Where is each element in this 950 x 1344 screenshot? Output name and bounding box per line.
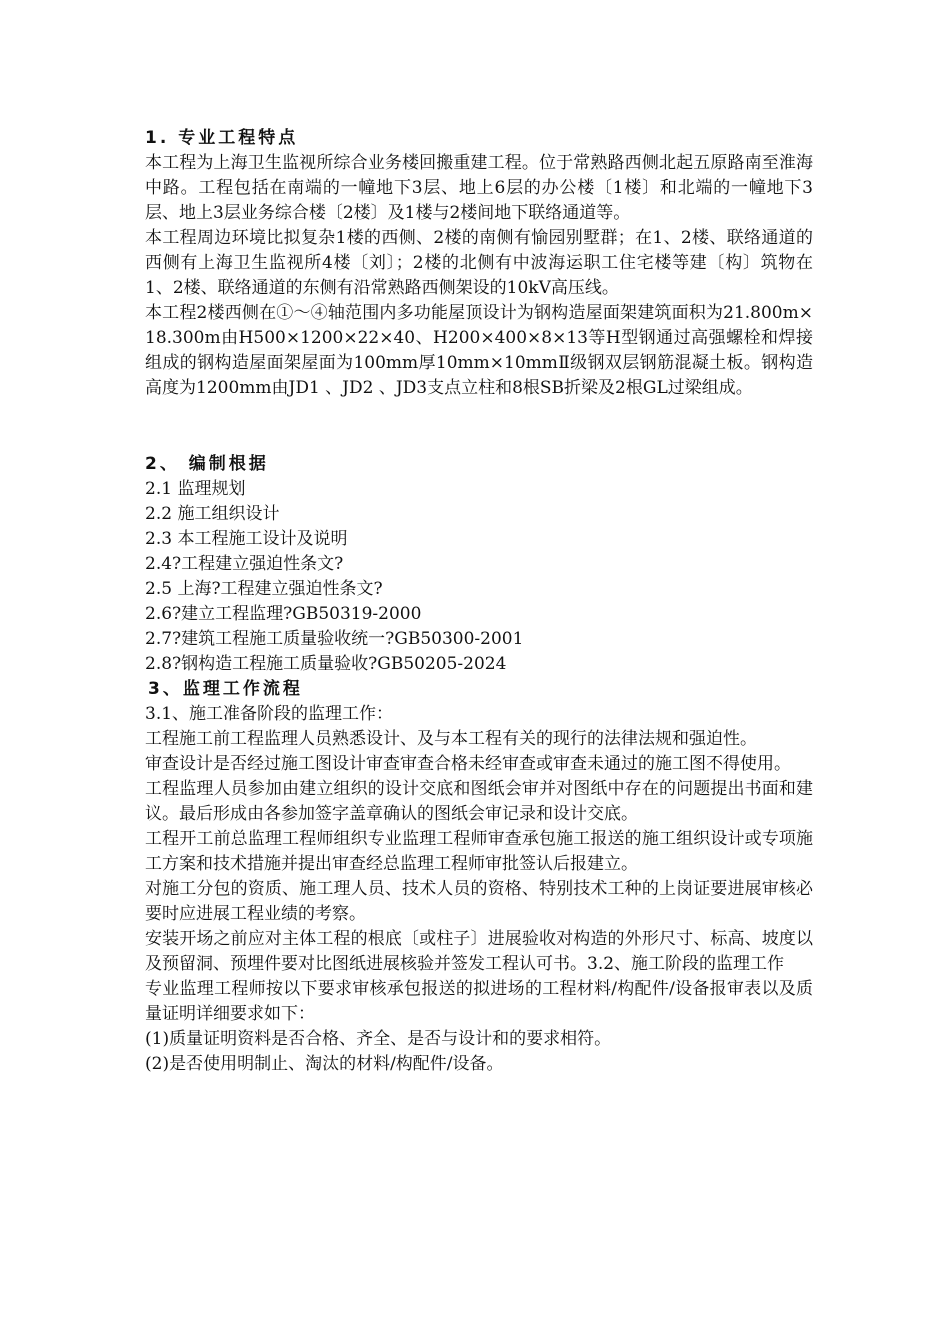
section-3-paragraph-2: 工程施工前工程监理人员熟悉设计、及与本工程有关的现行的法律法规和强迫性。 — [145, 729, 757, 749]
reference-item-2-7: 2.7?建筑工程施工质量验收统一?GB50300-2001 — [145, 629, 524, 649]
reference-item-2-8: 2.8?钢构造工程施工质量验收?GB50205-2024 — [145, 654, 507, 674]
section-3-paragraph-3: 审查设计是否经过施工图设计审查审查合格未经审查或审查未通过的施工图不得使用。 — [145, 754, 791, 774]
section-1-heading: 1. 专业工程特点 — [145, 128, 299, 148]
document-body — [145, 126, 813, 1077]
section-2-heading: 2、 编制根据 — [145, 454, 269, 474]
reference-item-2-1: 2.1 监理规划 — [145, 479, 246, 499]
section-3-paragraph-7: 安装开场之前应对主体工程的根底〔或柱子〕进展验收对构造的外形尺寸、标高、坡度以及预留洞、预埋件要对比图纸进展核验并签发工程认可书。3.2、施工阶段的监理工作 — [145, 929, 813, 974]
section-1-paragraph-1: 本工程为上海卫生监视所综合业务楼回搬重建工程。位于常熟路西侧北起五原路南至淮海中路。工程包括在南端的一幢地下3层、地上6层的办公楼〔1楼〕和北端的一幢地下3层、地上3层业务综合楼〔2楼〕及1楼与2楼间地下联络通道等。 — [145, 153, 813, 223]
section-3-paragraph-10: (2)是否使用明制止、淘汰的材料/构配件/设备。 — [145, 1054, 504, 1074]
section-3-paragraph-8: 专业监理工程师按以下要求审核承包报送的拟进场的工程材料/构配件/设备报审表以及质量证明详细要求如下： — [145, 979, 813, 1024]
section-3-paragraph-9: (1)质量证明资料是否合格、齐全、是否与设计和的要求相符。 — [145, 1029, 612, 1049]
section-1-paragraph-3: 本工程2楼西侧在①～④轴范围内多功能屋顶设计为钢构造屋面架建筑面积为21.800m×18.300m由H500×1200×22×40、H200×400×8×13等H型钢通过高强螺栓和焊接组成的钢构造屋面架屋面为100mm厚10mm×10mmⅡ级钢双层钢筋混凝土板。钢构造高度为1200mm由JD1 、JD2 、JD3支点立柱和8根SB折梁及2根GL过梁组成。 — [145, 303, 813, 398]
reference-item-2-5: 2.5 上海?工程建立强迫性条文? — [145, 579, 383, 599]
reference-item-2-4: 2.4?工程建立强迫性条文? — [145, 554, 344, 574]
reference-item-2-6: 2.6?建立工程监理?GB50319-2000 — [145, 604, 422, 624]
section-3-paragraph-6: 对施工分包的资质、施工理人员、技术人员的资格、特别技术工种的上岗证要进展审核必要时应进展工程业绩的考察。 — [145, 879, 813, 924]
section-3-paragraph-5: 工程开工前总监理工程师组织专业监理工程师审查承包施工报送的施工组织设计或专项施工方案和技术措施并提出审查经总监理工程师审批签认后报建立。 — [145, 829, 813, 874]
section-1-paragraph-2: 本工程周边环境比拟复杂1楼的西侧、2楼的南侧有愉园别墅群；在1、2楼、联络通道的西侧有上海卫生监视所4楼〔刘〕；2楼的北侧有中波海运职工住宅楼等建〔构〕筑物在1、2楼、联络通道的东侧有沿常熟路西侧架设的10kV高压线。 — [145, 228, 813, 298]
reference-item-2-3: 2.3 本工程施工设计及说明 — [145, 529, 348, 549]
reference-item-2-2: 2.2 施工组织设计 — [145, 504, 280, 524]
section-3-paragraph-4: 工程监理人员参加由建立组织的设计交底和图纸会审并对图纸中存在的问题提出书面和建议。最后形成由各参加签字盖章确认的图纸会审记录和设计交底。 — [145, 779, 813, 824]
section-3-paragraph-1: 3.1、施工准备阶段的监理工作： — [145, 704, 394, 724]
section-3-heading: 3、监理工作流程 — [148, 679, 303, 699]
section-spacer — [145, 401, 813, 452]
